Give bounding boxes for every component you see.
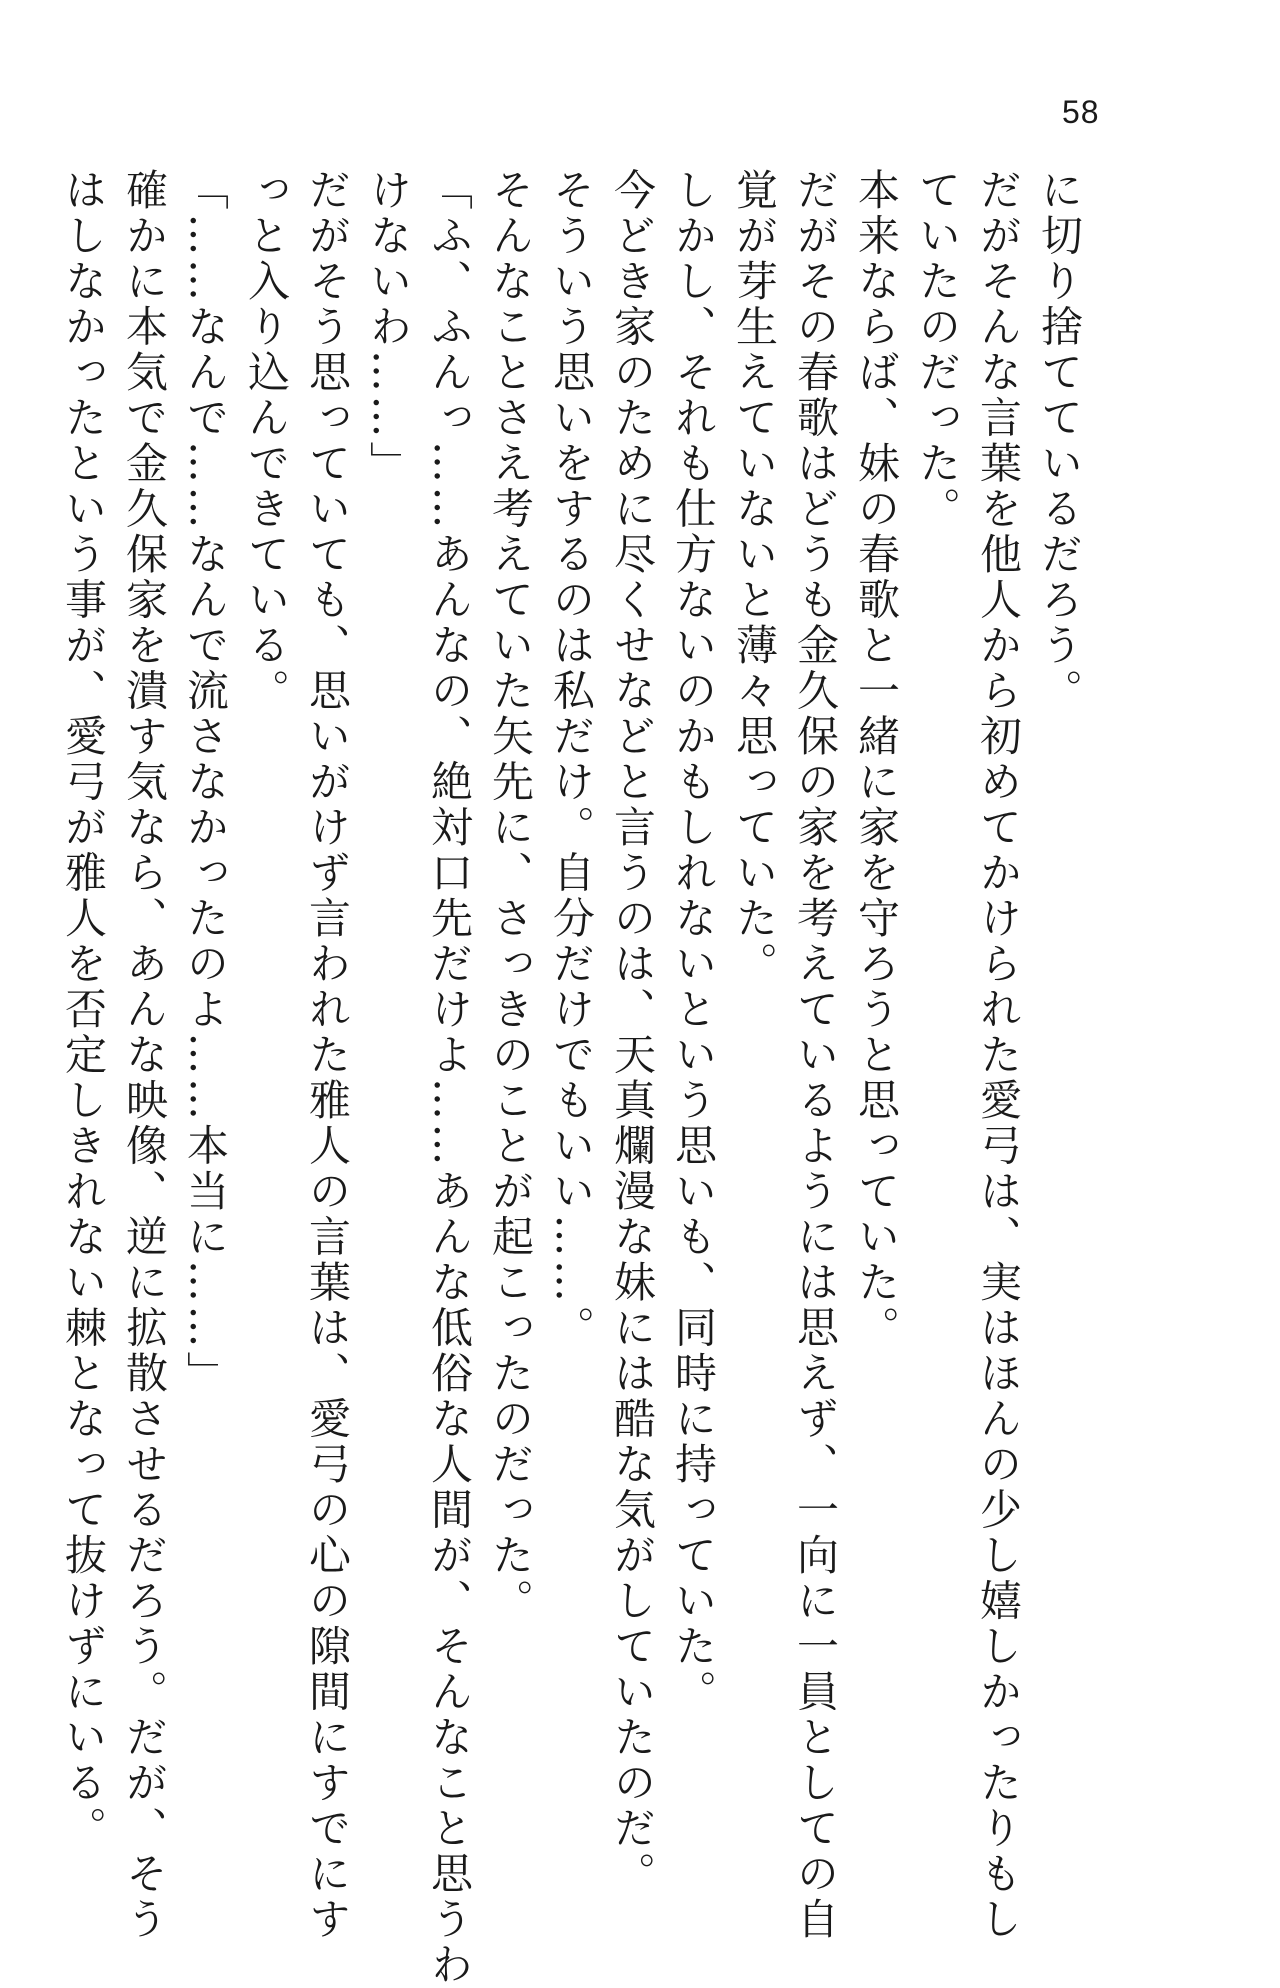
- text-line: 今どき家のために尽くせなどと言うのは、天真爛漫な妹には酷な気がしていたのだ。: [608, 168, 657, 1897]
- text-line: ていたのだった。: [913, 168, 962, 532]
- text-line: だがそう思っていても、思いがけず言われた雅人の言葉は、愛弓の心の隙間にすでにす: [303, 168, 352, 1943]
- body-text: [53, 168, 1090, 1988]
- text-line: 「……なんで……なんで流さなかったのよ……本当に……」: [181, 168, 230, 1397]
- text-line: そんなことさえ考えていた矢先に、さっきのことが起こったのだった。: [486, 168, 535, 1624]
- text-line: 「ふ、ふんっ……あんなの、絶対口先だけよ……あんな低俗な人間が、そんなこと思うわ: [425, 168, 474, 1988]
- text-line: はしなかったという事が、愛弓が雅人を否定しきれない棘となって抜けずにいる。: [59, 168, 108, 1852]
- text-line: 本来ならば、妹の春歌と一緒に家を守ろうと思っていた。: [852, 168, 901, 1351]
- text-line: 覚が芽生えていないと薄々思っていた。: [730, 168, 779, 987]
- text-line: 確かに本気で金久保家を潰す気なら、あんな映像、逆に拡散させるだろう。だが、そう: [120, 168, 169, 1943]
- text-line: っと入り込んできている。: [242, 168, 291, 714]
- text-line: だがそんな言葉を他人から初めてかけられた愛弓は、実はほんの少し嬉しかったりもし: [974, 168, 1023, 1943]
- text-line: だがその春歌はどうも金久保の家を考えているようには思えず、一向に一員としての自: [791, 168, 840, 1943]
- text-line: に切り捨てているだろう。: [1035, 168, 1084, 714]
- text-line: そういう思いをするのは私だけ。自分だけでもいい……。: [547, 168, 596, 1351]
- text-line: しかし、それも仕方ないのかもしれないという思いも、同時に持っていた。: [669, 168, 718, 1715]
- text-line: けないわ……」: [364, 168, 413, 487]
- page-number: 58: [1062, 94, 1100, 130]
